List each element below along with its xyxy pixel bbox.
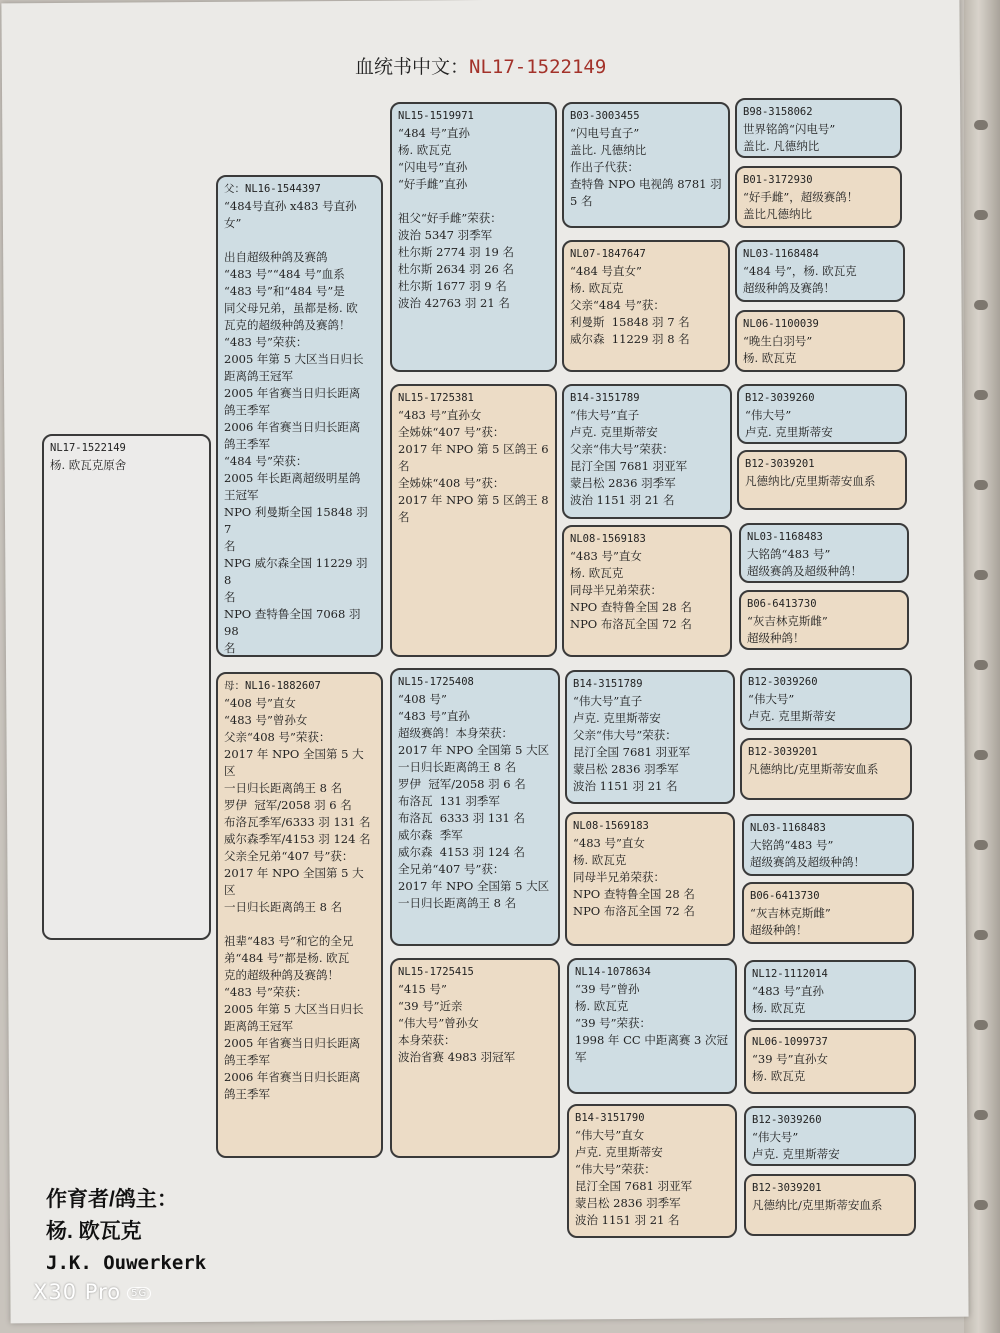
binder-hole <box>974 1020 988 1030</box>
pedigree-line: “灰吉林克斯雌” <box>750 906 831 920</box>
pedigree-box-subject <box>42 434 211 940</box>
pedigree-box-gen4-5 <box>737 384 907 444</box>
ring-number: NL15-1725408 <box>398 676 474 688</box>
pedigree-line: 威尔森 季军 <box>398 828 463 842</box>
pedigree-line: “伟大号”直女 <box>575 1128 645 1142</box>
pedigree-line: “484 号直女” <box>570 264 642 278</box>
pedigree-line: “484 号”直孙 <box>398 126 470 140</box>
pedigree-line: 同母半兄弟荣获： <box>573 870 665 884</box>
pedigree-line: 大铭鸽“483 号” <box>750 838 834 852</box>
pedigree-box-gen4-11 <box>742 814 914 876</box>
ring-number: B12-3039260 <box>745 392 815 404</box>
pedigree-line: 2005 年长距离超级明星鸽 <box>224 471 361 485</box>
pedigree-line: 超级赛鸽及超级种鸽！ <box>750 855 865 869</box>
pedigree-line <box>398 193 549 210</box>
pedigree-line: 盖比. 凡德纳比 <box>743 139 820 153</box>
pedigree-line: 名 <box>224 539 236 553</box>
pedigree-line: 杜尔斯 1677 羽 9 名 <box>398 279 507 293</box>
pedigree-line: 盖比. 凡德纳比 <box>570 143 647 157</box>
binder-hole <box>974 210 988 220</box>
pedigree-line: “483 号”荣获： <box>224 335 308 349</box>
pedigree-box-dam-sire <box>390 668 560 946</box>
pedigree-line: “484 号”，杨. 欧瓦克 <box>743 264 857 278</box>
pedigree-line: NPO 利曼斯全国 15848 羽 7 <box>224 505 372 536</box>
pedigree-line: NPO 布洛瓦全国 72 名 <box>570 617 692 631</box>
camera-watermark <box>33 1280 151 1304</box>
pedigree-line: 本身荣获： <box>398 1033 456 1047</box>
pedigree-line: “伟大号”直子 <box>570 408 640 422</box>
pedigree-line: 鸽王季军 <box>224 437 270 451</box>
breeder-name-cn: 杨. 欧瓦克 <box>46 1220 142 1243</box>
pedigree-box-gen3-7 <box>567 958 737 1094</box>
pedigree-box-sire-sire <box>390 102 557 372</box>
ring-number: B06-6413730 <box>747 598 817 610</box>
pedigree-line: “伟大号”荣获： <box>575 1162 656 1176</box>
pedigree-box-gen3-1 <box>562 102 730 228</box>
pedigree-line: 蒙吕松 2836 羽季军 <box>575 1196 681 1210</box>
binder-hole <box>974 840 988 850</box>
pedigree-line: NPO 查特鲁全国 28 名 <box>573 887 695 901</box>
pedigree-line: 超级种鸽！ <box>747 631 805 645</box>
breeder-label: 作育者/鸽主： <box>46 1188 178 1211</box>
pedigree-line: “灰吉林克斯雌” <box>747 614 828 628</box>
pedigree-line: 杨. 欧瓦克原舍 <box>50 458 127 472</box>
pedigree-box-gen4-15 <box>744 1106 916 1166</box>
ring-number: NL06-1100039 <box>743 318 819 330</box>
pedigree-line <box>224 916 375 933</box>
pedigree-line: 昆汀全国 7681 羽亚军 <box>573 745 691 759</box>
pedigree-line: “484号直孙 x483 号直孙 <box>224 199 357 213</box>
ring-number: B12-3039201 <box>748 746 818 758</box>
ring-number: B14-3151789 <box>573 678 643 690</box>
pedigree-line: 凡德纳比/克里斯蒂安血系 <box>752 1198 883 1212</box>
pedigree-line: 杜尔斯 2634 羽 26 名 <box>398 262 515 276</box>
pedigree-box-dam-dam <box>390 958 560 1158</box>
pedigree-line: 卢克. 克里斯蒂安 <box>573 711 661 725</box>
title-ring-number: NL17-1522149 <box>469 56 607 78</box>
ring-number: NL08-1569183 <box>573 820 649 832</box>
pedigree-line: 杨. 欧瓦克 <box>575 999 629 1013</box>
pedigree-line: 2017 年 NPO 第 5 区鸽王 6 <box>398 442 549 456</box>
pedigree-line: “闪电号”直孙 <box>398 160 468 174</box>
pedigree-line: 鸽王季军 <box>224 403 270 417</box>
pedigree-line: “伟大号” <box>748 692 795 706</box>
pedigree-box-gen4-12 <box>742 882 914 944</box>
pedigree-line: 2005 年第 5 大区当日归长 <box>224 1002 364 1016</box>
pedigree-line: 2006 年省赛当日归长距离 <box>224 1070 361 1084</box>
pedigree-line: 一日归长距离鸽王 8 名 <box>224 900 343 914</box>
binder-hole <box>974 930 988 940</box>
pedigree-line: 波治 5347 羽季军 <box>398 228 493 242</box>
pedigree-line: 蒙吕松 2836 羽季军 <box>573 762 679 776</box>
pedigree-line: 名 <box>224 590 236 604</box>
pedigree-box-sire-dam <box>390 384 557 657</box>
pedigree-line: 罗伊 冠军/2058 羽 6 名 <box>224 798 352 812</box>
pedigree-line: 超级赛鸽及超级种鸽！ <box>747 564 862 578</box>
pedigree-box-gen4-16 <box>744 1174 916 1236</box>
pedigree-line: 2017 年 NPO 全国第 5 大区 <box>224 866 364 897</box>
pedigree-line: NPO 查特鲁全国 28 名 <box>570 600 692 614</box>
pedigree-line: 全兄弟“407 号”获： <box>398 862 505 876</box>
pedigree-line: “好手雌”，超级赛鸽！ <box>743 190 859 204</box>
pedigree-box-gen4-2 <box>735 166 902 228</box>
pedigree-line: 瓦克的超级种鸽及赛鸽！ <box>224 318 351 332</box>
ring-number: NL08-1569183 <box>570 533 646 545</box>
pedigree-line: 布洛瓦季军/6333 羽 131 名 <box>224 815 371 829</box>
pedigree-line: “483 号”直孙女 <box>398 408 482 422</box>
pedigree-line: 杨. 欧瓦克 <box>570 566 624 580</box>
ring-number: B03-3003455 <box>570 110 640 122</box>
binder-hole <box>974 660 988 670</box>
binder-hole <box>974 300 988 310</box>
pedigree-box-gen4-7 <box>739 523 909 583</box>
binder-hole <box>974 1200 988 1210</box>
pedigree-line: 凡德纳比/克里斯蒂安血系 <box>748 762 879 776</box>
ring-number: NL07-1847647 <box>570 248 646 260</box>
pedigree-line: 2017 年 NPO 全国第 5 大区 <box>398 743 550 757</box>
pedigree-line: 昆汀全国 7681 羽亚军 <box>570 459 688 473</box>
pedigree-line: 布洛瓦 6333 羽 131 名 <box>398 811 525 825</box>
pedigree-box-gen4-4 <box>735 310 905 372</box>
pedigree-line: 父亲全兄弟“407 号”获： <box>224 849 354 863</box>
pedigree-line: 全姊妹“408 号”获： <box>398 476 505 490</box>
pedigree-box-gen3-4 <box>562 525 732 657</box>
pedigree-line: 蒙吕松 2836 羽季军 <box>570 476 676 490</box>
pedigree-line: 距离鸽王冠军 <box>224 1019 293 1033</box>
pedigree-line: “483 号”直女 <box>570 549 642 563</box>
pedigree-box-gen3-6 <box>565 812 735 946</box>
pedigree-line: 杨. 欧瓦克 <box>573 853 627 867</box>
pedigree-line: “408 号”直女 <box>224 696 296 710</box>
binder-hole <box>974 480 988 490</box>
binder-edge <box>964 0 1000 1333</box>
pedigree-line: NPO 布洛瓦全国 72 名 <box>573 904 695 918</box>
pedigree-line: 一日归长距离鸽王 8 名 <box>224 781 343 795</box>
ring-number: NL15-1519971 <box>398 110 474 122</box>
pedigree-line: 世界铭鸽“闪电号” <box>743 122 836 136</box>
pedigree-line: 大铭鸽“483 号” <box>747 547 831 561</box>
pedigree-line: 王冠军 <box>224 488 259 502</box>
pedigree-line: 威尔森 4153 羽 124 名 <box>398 845 525 859</box>
pedigree-line: 超级种鸽！ <box>750 923 808 937</box>
ring-number: NL03-1168483 <box>747 531 823 543</box>
pedigree-line: 杨. 欧瓦克 <box>752 1069 806 1083</box>
pedigree-line: 波治 1151 羽 21 名 <box>573 779 678 793</box>
pedigree-line: 盖比凡德纳比 <box>743 207 812 221</box>
pedigree-line: 卢克. 克里斯蒂安 <box>752 1147 840 1161</box>
pedigree-box-gen4-8 <box>739 590 909 650</box>
pedigree-line: 波治 42763 羽 21 名 <box>398 296 510 310</box>
pedigree-line: 罗伊 冠军/2058 羽 6 名 <box>398 777 526 791</box>
pedigree-line: 5 名 <box>570 194 593 208</box>
ring-number: NL17-1522149 <box>50 442 126 454</box>
pedigree-line: 一日归长距离鸽王 8 名 <box>398 896 517 910</box>
pedigree-line: “39 号”近亲 <box>398 999 463 1013</box>
pedigree-line: 波治 1151 羽 21 名 <box>575 1213 680 1227</box>
pedigree-box-gen4-6 <box>737 450 907 510</box>
ring-number: 父：NL16-1544397 <box>224 183 321 195</box>
binder-hole <box>974 120 988 130</box>
pedigree-line: “闪电号直子” <box>570 126 640 140</box>
pedigree-line: 克的超级种鸽及赛鸽！ <box>224 968 339 982</box>
pedigree-line: “483 号”曾孙女 <box>224 713 308 727</box>
ring-number: B14-3151790 <box>575 1112 645 1124</box>
pedigree-line: “483 号”直孙 <box>752 984 824 998</box>
pedigree-line: 超级种鸽及赛鸽！ <box>743 281 835 295</box>
pedigree-line: 昆汀全国 7681 羽亚军 <box>575 1179 693 1193</box>
ring-number: B06-6413730 <box>750 890 820 902</box>
pedigree-line: “伟大号” <box>745 408 792 422</box>
pedigree-line: 父亲“伟大号”荣获： <box>570 442 674 456</box>
pedigree-line: 祖辈“483 号”和它的全兄 <box>224 934 354 948</box>
pedigree-line: 女” <box>224 216 242 230</box>
pedigree-line: 查特鲁 NPO 电视鸽 8781 羽 <box>570 177 722 191</box>
pedigree-line: 祖父“好手雌”荣获： <box>398 211 502 225</box>
ring-number: NL15-1725415 <box>398 966 474 978</box>
pedigree-line: 卢克. 克里斯蒂安 <box>748 709 836 723</box>
binder-hole <box>974 570 988 580</box>
ring-number: B01-3172930 <box>743 174 813 186</box>
ring-number: B14-3151789 <box>570 392 640 404</box>
pedigree-line: 父亲“伟大号”荣获： <box>573 728 677 742</box>
pedigree-line: 同母半兄弟荣获： <box>570 583 662 597</box>
pedigree-line: 1998 年 CC 中距离赛 3 次冠 <box>575 1033 728 1047</box>
pedigree-line: “伟大号”直子 <box>573 694 643 708</box>
pedigree-line: 卢克. 克里斯蒂安 <box>575 1145 663 1159</box>
pedigree-line: “408 号” <box>398 692 447 706</box>
pedigree-line: 2017 年 NPO 全国第 5 大区 <box>398 879 550 893</box>
pedigree-line: 出自超级种鸽及赛鸽 <box>224 250 328 264</box>
pedigree-line: 杨. 欧瓦克 <box>570 281 624 295</box>
pedigree-box-gen3-3 <box>562 384 732 519</box>
pedigree-line: 作出子代获： <box>570 160 639 174</box>
pedigree-box-gen4-1 <box>735 98 902 158</box>
pedigree-line: 2017 年 NPO 全国第 5 大区 <box>224 747 364 778</box>
pedigree-box-gen4-13 <box>744 960 916 1022</box>
pedigree-box-gen3-5 <box>565 670 735 804</box>
pedigree-line: 鸽王季军 <box>224 1087 270 1101</box>
pedigree-line: 波治 1151 羽 21 名 <box>570 493 675 507</box>
pedigree-box-gen3-2 <box>562 240 730 372</box>
pedigree-line: 鸽王季军 <box>224 1053 270 1067</box>
pedigree-line: “39 号”荣获： <box>575 1016 652 1030</box>
ring-number: NL15-1725381 <box>398 392 474 404</box>
pedigree-line: 杨. 欧瓦克 <box>743 351 797 365</box>
title-prefix: 血统书中文： <box>355 56 470 78</box>
pedigree-line: 利曼斯 15848 羽 7 名 <box>570 315 690 329</box>
pedigree-line: NPO 查特鲁全国 7068 羽 98 <box>224 607 365 638</box>
pedigree-line: 父亲“408 号”荣获： <box>224 730 331 744</box>
pedigree-line: 2017 年 NPO 第 5 区鸽王 8 <box>398 493 549 507</box>
pedigree-line: “好手雌”直孙 <box>398 177 468 191</box>
binder-hole <box>974 390 988 400</box>
ring-number: B12-3039201 <box>745 458 815 470</box>
pedigree-line: 2006 年省赛当日归长距离 <box>224 420 361 434</box>
pedigree-line: 杜尔斯 2774 羽 19 名 <box>398 245 515 259</box>
pedigree-line: 同父母兄弟，虽都是杨. 欧 <box>224 301 358 315</box>
pedigree-line: 杨. 欧瓦克 <box>398 143 452 157</box>
pedigree-line: “晚生白羽号” <box>743 334 813 348</box>
pedigree-line: “483 号”荣获： <box>224 985 308 999</box>
pedigree-line: “483 号”“484 号”血系 <box>224 267 345 281</box>
pedigree-line: 威尔森 11229 羽 8 名 <box>570 332 690 346</box>
pedigree-box-gen4-3 <box>735 240 905 302</box>
pedigree-line: “伟大号”曾孙女 <box>398 1016 479 1030</box>
pedigree-line: 波治省赛 4983 羽冠军 <box>398 1050 516 1064</box>
pedigree-line: “483 号”直孙 <box>398 709 470 723</box>
watermark-text: X30 Pro <box>33 1280 122 1304</box>
pedigree-line: 布洛瓦 131 羽季军 <box>398 794 500 808</box>
pedigree-line: 超级赛鸽！本身荣获： <box>398 726 513 740</box>
pedigree-line: 弟“484 号”都是杨. 欧瓦 <box>224 951 350 965</box>
pedigree-box-gen3-8 <box>567 1104 737 1238</box>
ring-number: B12-3039201 <box>752 1182 822 1194</box>
pedigree-line: “415 号” <box>398 982 447 996</box>
pedigree-box-gen4-10 <box>740 738 912 800</box>
pedigree-line: 名 <box>224 641 236 655</box>
pedigree-line: 卢克. 克里斯蒂安 <box>570 425 658 439</box>
ring-number: NL03-1168484 <box>743 248 819 260</box>
ring-number: B98-3158062 <box>743 106 813 118</box>
pedigree-line: 卢克. 克里斯蒂安 <box>745 425 833 439</box>
pedigree-line: 杨. 欧瓦克 <box>752 1001 806 1015</box>
pedigree-line: 名 <box>398 510 410 524</box>
binder-hole <box>974 750 988 760</box>
pedigree-line: “39 号”直孙女 <box>752 1052 829 1066</box>
pedigree-line: 父亲“484 号”获： <box>570 298 665 312</box>
page-title <box>355 52 606 79</box>
pedigree-line: 名 <box>398 459 410 473</box>
pedigree-line <box>224 232 375 249</box>
pedigree-line: 2005 年省赛当日归长距离 <box>224 386 361 400</box>
ring-number: B12-3039260 <box>752 1114 822 1126</box>
pedigree-line: 2005 年省赛当日归长距离 <box>224 1036 361 1050</box>
pedigree-box-gen4-9 <box>740 668 912 730</box>
pedigree-box-sire <box>216 175 383 657</box>
binder-hole <box>974 1110 988 1120</box>
ring-number: NL14-1078634 <box>575 966 651 978</box>
pedigree-line: “483 号”和“484 号”是 <box>224 284 345 298</box>
pedigree-line: 全姊妹“407 号”获： <box>398 425 505 439</box>
pedigree-line: 距离鸽王冠军 <box>224 369 293 383</box>
ring-number: 母：NL16-1882607 <box>224 680 321 692</box>
pedigree-line: “483 号”直女 <box>573 836 645 850</box>
ring-number: NL12-1112014 <box>752 968 828 980</box>
pedigree-line: 2005 年第 5 大区当日归长 <box>224 352 364 366</box>
pedigree-line: 威尔森季军/4153 羽 124 名 <box>224 832 371 846</box>
pedigree-line: NPG 威尔森全国 11229 羽 8 <box>224 556 372 587</box>
pedigree-box-gen4-14 <box>744 1028 916 1094</box>
pedigree-line: “39 号”曾孙 <box>575 982 640 996</box>
pedigree-line: 一日归长距离鸽王 8 名 <box>398 760 517 774</box>
ring-number: NL06-1099737 <box>752 1036 828 1048</box>
pedigree-line: 军 <box>575 1050 587 1064</box>
breeder-info <box>46 1184 206 1278</box>
breeder-name-en: J.K. Ouwerkerk <box>46 1252 207 1274</box>
ring-number: NL03-1168483 <box>750 822 826 834</box>
pedigree-line: “伟大号” <box>752 1130 799 1144</box>
watermark-badge: 5G <box>127 1287 151 1300</box>
pedigree-box-dam <box>216 672 383 1158</box>
ring-number: B12-3039260 <box>748 676 818 688</box>
pedigree-line: 凡德纳比/克里斯蒂安血系 <box>745 474 876 488</box>
pedigree-line: “484 号”荣获： <box>224 454 308 468</box>
